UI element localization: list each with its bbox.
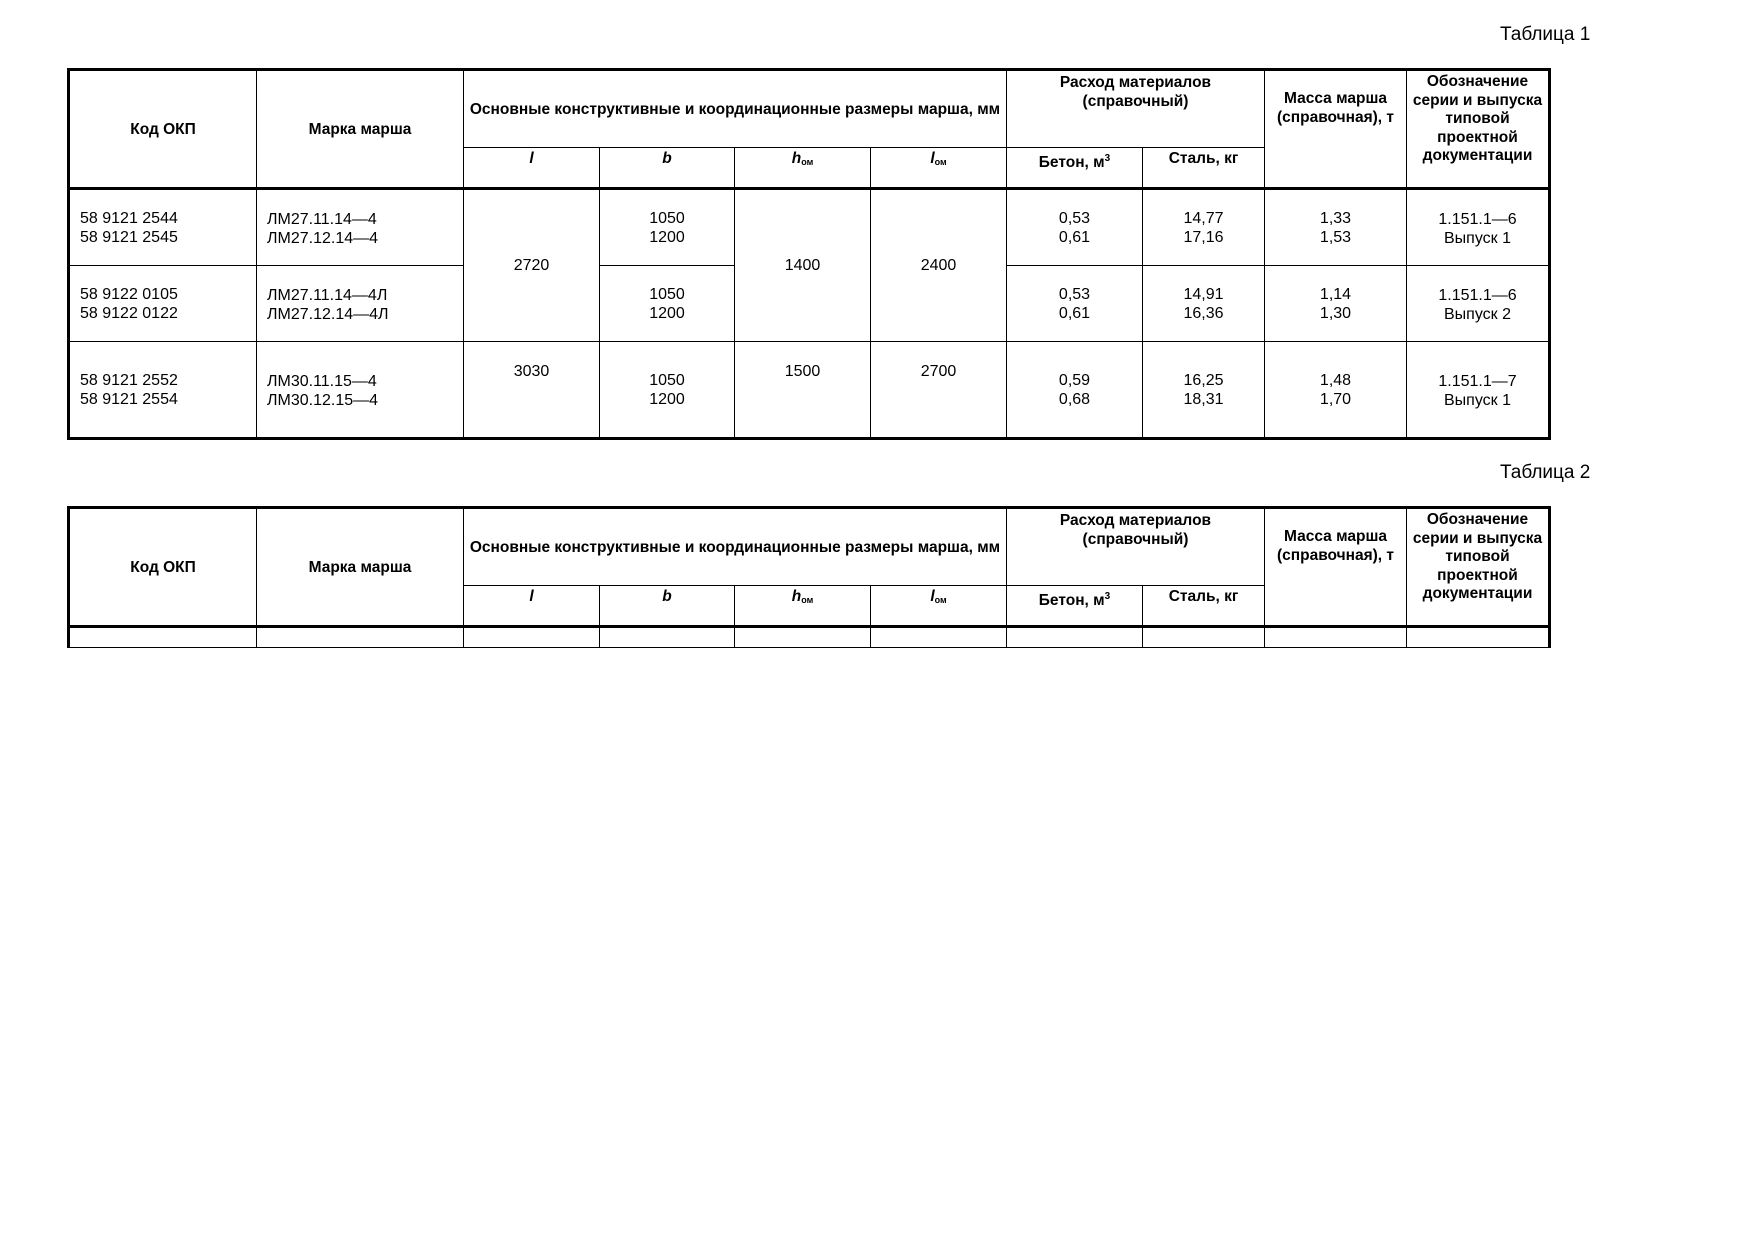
header-concrete — [1007, 148, 1143, 189]
concrete-cell: 0,53 0,61 — [1007, 266, 1143, 342]
mark-cell: ЛМ27.11.14—4 ЛМ27.12.14—4 — [257, 189, 464, 266]
empty-cell — [464, 627, 600, 648]
materials-table-1 — [67, 68, 1551, 440]
header-l2-subscript: ом — [934, 595, 947, 605]
header-l-om — [871, 586, 1007, 627]
header-h-om — [735, 586, 871, 627]
header-b — [600, 148, 735, 189]
mark-cell: ЛМ27.11.14—4Л ЛМ27.12.14—4Л — [257, 266, 464, 342]
l-merged-cell: 2720 — [464, 189, 600, 342]
header-concrete-label: Бетон, м — [1038, 154, 1105, 171]
header-l-symbol: l — [529, 588, 534, 605]
header-concrete-superscript: 3 — [1104, 153, 1111, 164]
okp-cell: 58 9122 0105 58 9122 0122 — [69, 266, 257, 342]
header-concrete-superscript: 3 — [1104, 591, 1111, 602]
empty-cell — [1407, 627, 1550, 648]
empty-cell — [871, 627, 1007, 648]
header-concrete-label: Бетон, м — [1038, 592, 1105, 609]
b-cell: 1050 1200 — [600, 189, 735, 266]
header-okp-code: Код ОКП — [69, 508, 257, 627]
steel-cell: 14,77 17,16 — [1143, 189, 1265, 266]
header-b-symbol: b — [662, 588, 672, 605]
materials-table-2 — [67, 506, 1551, 648]
header-h-subscript: ом — [801, 157, 814, 167]
header-h-om — [735, 148, 871, 189]
series-cell: 1.151.1—6 Выпуск 2 — [1407, 266, 1550, 342]
header-okp-code: Код ОКП — [69, 70, 257, 189]
header-mass: Масса марша (справочная), т — [1265, 508, 1407, 627]
header-l2-symbol: l — [930, 588, 935, 605]
series-cell: 1.151.1—7 Выпуск 1 — [1407, 342, 1550, 439]
h-merged-cell: 1400 — [735, 189, 871, 342]
header-concrete — [1007, 586, 1143, 627]
l-cell: 3030 — [464, 342, 600, 439]
steel-cell: 14,91 16,36 — [1143, 266, 1265, 342]
mass-cell: 1,33 1,53 — [1265, 189, 1407, 266]
series-cell: 1.151.1—6 Выпуск 1 — [1407, 189, 1550, 266]
header-steel: Сталь, кг — [1143, 148, 1265, 189]
header-l — [464, 586, 600, 627]
header-l-symbol: l — [529, 150, 534, 167]
header-b-symbol: b — [662, 150, 672, 167]
empty-cell — [735, 627, 871, 648]
header-materials: Расход материалов (справочный) — [1007, 70, 1265, 148]
header-steel: Сталь, кг — [1143, 586, 1265, 627]
mark-cell: ЛМ30.11.15—4 ЛМ30.12.15—4 — [257, 342, 464, 439]
header-mass: Масса марша (справочная), т — [1265, 70, 1407, 189]
header-materials: Расход материалов (справочный) — [1007, 508, 1265, 586]
header-l2-symbol: l — [930, 150, 935, 167]
header-series: Обозначение серии и выпуска типовой проектной документации — [1407, 70, 1550, 189]
table-row — [69, 342, 1550, 439]
concrete-cell: 0,53 0,61 — [1007, 189, 1143, 266]
header-dimensions: Основные конструктивные и координационные размеры марша, мм — [464, 508, 1007, 586]
empty-cell — [600, 627, 735, 648]
header-l — [464, 148, 600, 189]
header-l-om — [871, 148, 1007, 189]
concrete-cell: 0,59 0,68 — [1007, 342, 1143, 439]
h-cell: 1500 — [735, 342, 871, 439]
okp-cell: 58 9121 2552 58 9121 2554 — [69, 342, 257, 439]
empty-cell — [69, 627, 257, 648]
header-h-subscript: ом — [801, 595, 814, 605]
header-dimensions: Основные конструктивные и координационные размеры марша, мм — [464, 70, 1007, 148]
header-mark: Марка марша — [257, 70, 464, 189]
b-cell: 1050 1200 — [600, 342, 735, 439]
steel-cell: 16,25 18,31 — [1143, 342, 1265, 439]
header-mark: Марка марша — [257, 508, 464, 627]
header-b — [600, 586, 735, 627]
empty-cell — [1265, 627, 1407, 648]
empty-cell — [1007, 627, 1143, 648]
header-h-symbol: h — [791, 588, 802, 605]
header-l2-subscript: ом — [934, 157, 947, 167]
l2-cell: 2700 — [871, 342, 1007, 439]
mass-cell: 1,14 1,30 — [1265, 266, 1407, 342]
b-cell: 1050 1200 — [600, 266, 735, 342]
header-series: Обозначение серии и выпуска типовой проектной документации — [1407, 508, 1550, 627]
table-1-caption: Таблица 1 — [1500, 24, 1591, 45]
table-2-caption: Таблица 2 — [1500, 462, 1591, 483]
header-h-symbol: h — [791, 150, 802, 167]
okp-cell: 58 9121 2544 58 9121 2545 — [69, 189, 257, 266]
empty-cell — [257, 627, 464, 648]
table-row — [69, 189, 1550, 266]
mass-cell: 1,48 1,70 — [1265, 342, 1407, 439]
table-row — [69, 627, 1550, 648]
empty-cell — [1143, 627, 1265, 648]
l2-merged-cell: 2400 — [871, 189, 1007, 342]
